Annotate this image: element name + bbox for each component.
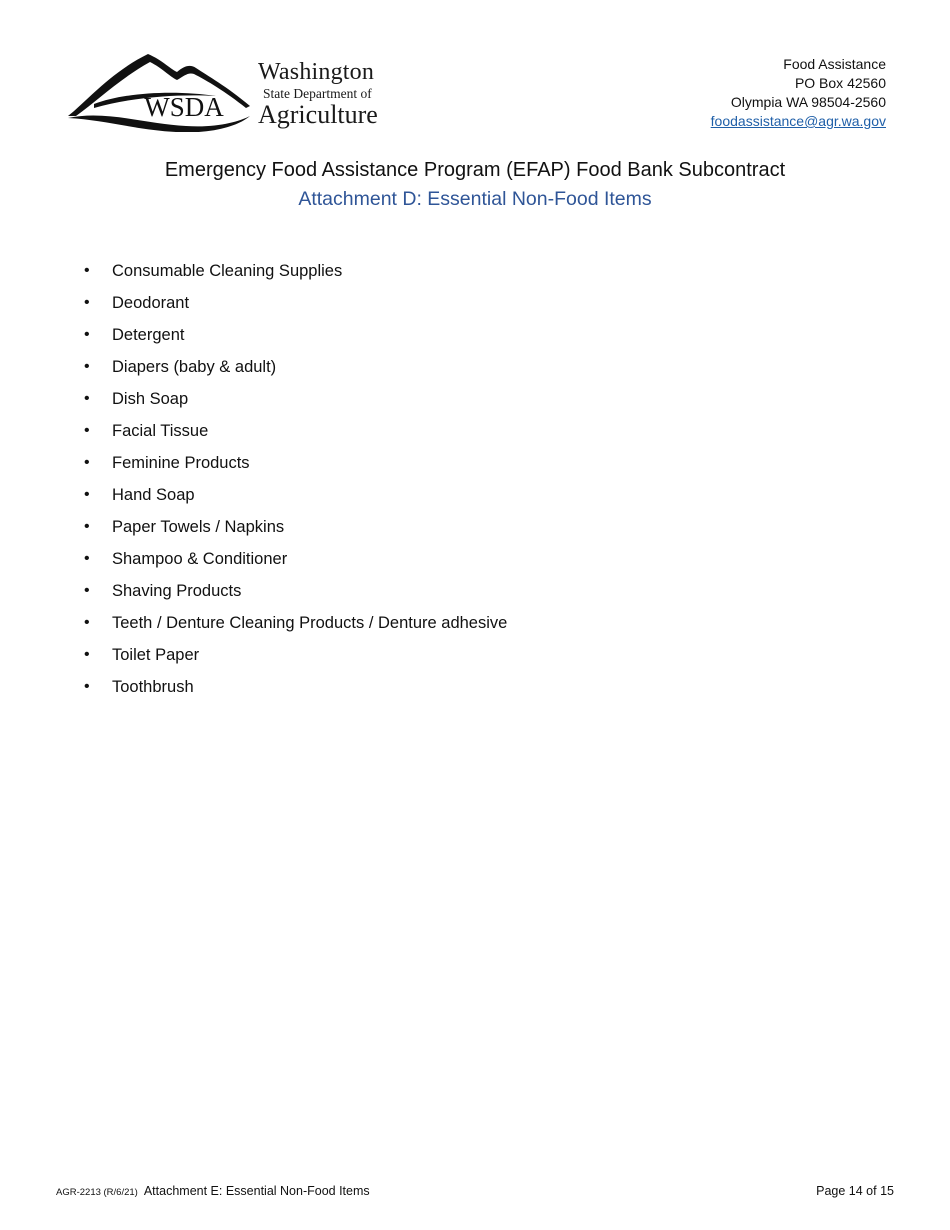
document-subtitle: Attachment D: Essential Non-Food Items [298,188,652,210]
bullet-icon: • [84,358,90,375]
bullet-icon: • [84,582,90,599]
bullet-icon: • [84,422,90,439]
list-item-text: Facial Tissue [112,422,209,440]
contact-address [711,55,886,131]
list-item-text: Detergent [112,326,185,344]
list-item-text: Paper Towels / Napkins [112,518,285,536]
list-item [84,611,507,643]
page-number: Page 14 of 15 [816,1184,894,1198]
list-item [84,675,507,707]
bullet-icon: • [84,518,90,535]
list-item-text: Feminine Products [112,454,250,472]
list-item-text: Toilet Paper [112,646,200,664]
list-item [84,483,507,515]
footer-label: Attachment E: Essential Non-Food Items [143,1184,370,1198]
list-item-text: Consumable Cleaning Supplies [112,262,343,280]
non-food-items-list [84,259,507,707]
list-item [84,515,507,547]
bullet-icon: • [84,646,90,663]
list-item-text: Teeth / Denture Cleaning Products / Denture adhesive [112,614,508,632]
bullet-icon: • [84,454,90,471]
list-item [84,451,507,483]
page-footer-left [56,1184,370,1198]
list-item-text: Hand Soap [112,486,195,504]
list-item-text: Shaving Products [112,582,242,600]
bullet-icon: • [84,294,90,311]
logo-line-agriculture: Agriculture [258,99,378,129]
list-item-text: Toothbrush [112,678,194,696]
wsda-logo [66,50,386,132]
address-line-po-box: PO Box 42560 [794,75,886,91]
list-item [84,419,507,451]
bullet-icon: • [84,326,90,343]
bullet-icon: • [84,486,90,503]
wsda-mountain-icon [66,50,256,132]
logo-wordmark [258,60,378,128]
logo-line-state-department: State Department of [263,86,372,101]
address-line-department: Food Assistance [783,56,886,72]
list-item [84,291,507,323]
list-item-text: Diapers (baby & adult) [112,358,277,376]
logo-mark-text: WSDA [144,92,224,122]
list-item [84,547,507,579]
document-title: Emergency Food Assistance Program (EFAP) Food Bank Subcontract [164,159,786,181]
list-item [84,259,507,291]
list-item [84,323,507,355]
logo-line-washington: Washington [258,59,375,85]
contact-email-link[interactable]: foodassistance@agr.wa.gov [710,113,886,129]
bullet-icon: • [84,262,90,279]
form-code: AGR-2213 (R/6/21) [56,1187,138,1198]
list-item [84,387,507,419]
bullet-icon: • [84,614,90,631]
list-item-text: Shampoo & Conditioner [112,550,288,568]
bullet-icon: • [84,390,90,407]
list-item [84,579,507,611]
address-line-city: Olympia WA 98504-2560 [730,94,886,110]
bullet-icon: • [84,678,90,695]
list-item [84,643,507,675]
list-item-text: Deodorant [112,294,190,312]
list-item-text: Dish Soap [112,390,189,408]
list-item [84,355,507,387]
bullet-icon: • [84,550,90,567]
